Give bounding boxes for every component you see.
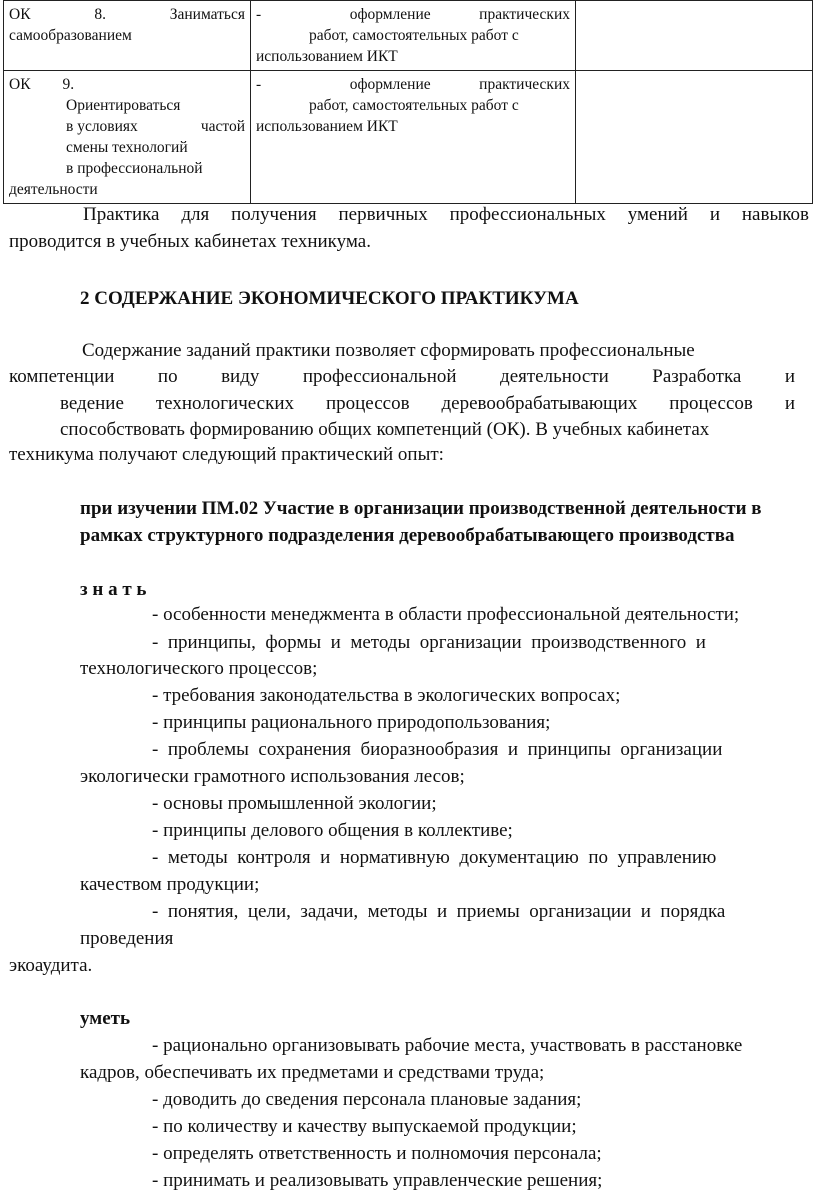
list-item: - по количеству и качеству выпускаемой продукции; [152,1116,577,1137]
list-item: - принципы рационального природопользования; [152,712,551,733]
content-line-2: компетенции по виду профессиональной деятельности Разработка и [9,366,795,387]
pm-heading-line-2: рамках структурного подразделения деревообрабатывающего производства [80,525,735,546]
work-form-cell: - оформление практических работ, самостоятельных работ с использованием ИКТ [251,71,576,204]
intro-line-1: Практика для получения первичных профессиональных умений и навыков [83,204,809,225]
competency-cell: ОК 8. Заниматься самообразованием [4,1,251,71]
list-item: - принимать и реализовывать управленческие решения; [152,1170,603,1191]
empty-cell [576,1,813,71]
content-line-4: способствовать формированию общих компетенций (ОК). В учебных кабинетах [60,419,710,440]
list-item: - принципы делового общения в коллективе; [152,820,513,841]
ok-code: ОК [9,6,31,23]
list-item: - определять ответственность и полномочия персонала; [152,1143,602,1164]
list-item: кадров, обеспечивать их предметами и средствами труда; [80,1062,545,1083]
section-title: 2 СОДЕРЖАНИЕ ЭКОНОМИЧЕСКОГО ПРАКТИКУМА [80,288,579,309]
list-item: экологически грамотного использования лесов; [80,766,465,787]
list-item: проведения [80,928,174,949]
competency-cell: ОК 9. Ориентироваться в условиях частой смены технологий в профессиональной деятельности [4,71,251,204]
list-item: - понятия, цели, задачи, методы и приемы организации и порядка [152,901,726,922]
list-item: - принципы, формы и методы организации производственного и [152,632,706,653]
list-item: технологического процессов; [80,658,318,679]
empty-cell [576,71,813,204]
list-item: качеством продукции; [80,874,260,895]
list-item: - рационально организовывать рабочие места, участвовать в расстановке [152,1035,743,1056]
list-item: - требования законодательства в экологических вопросах; [152,685,621,706]
list-item: - особенности менеджмента в области профессиональной деятельности; [152,604,740,625]
list-item: - проблемы сохранения биоразнообразия и принципы организации [152,739,723,760]
work-form-cell: - оформление практических работ, самостоятельных работ с использованием ИКТ [251,1,576,71]
table-row [4,71,813,204]
intro-line-2: проводится в учебных кабинетах техникума. [9,231,371,252]
list-item: экоаудита. [9,955,93,976]
content-line-1: Содержание заданий практики позволяет сформировать профессиональные [82,340,695,361]
content-line-3: ведение технологических процессов деревообрабатывающих процессов и [60,393,795,414]
list-item: - методы контроля и нормативную документацию по управлению [152,847,717,868]
znat-label: з н а т ь [80,579,147,600]
table-row [4,1,813,71]
content-line-5: техникума получают следующий практический опыт: [9,444,444,465]
list-item: - основы промышленной экологии; [152,793,437,814]
competency-table [3,0,813,204]
umet-label: уметь [80,1008,131,1029]
pm-heading-line-1: при изучении ПМ.02 Участие в организации производственной деятельности в [80,498,762,519]
list-item: - доводить до сведения персонала плановые задания; [152,1089,582,1110]
